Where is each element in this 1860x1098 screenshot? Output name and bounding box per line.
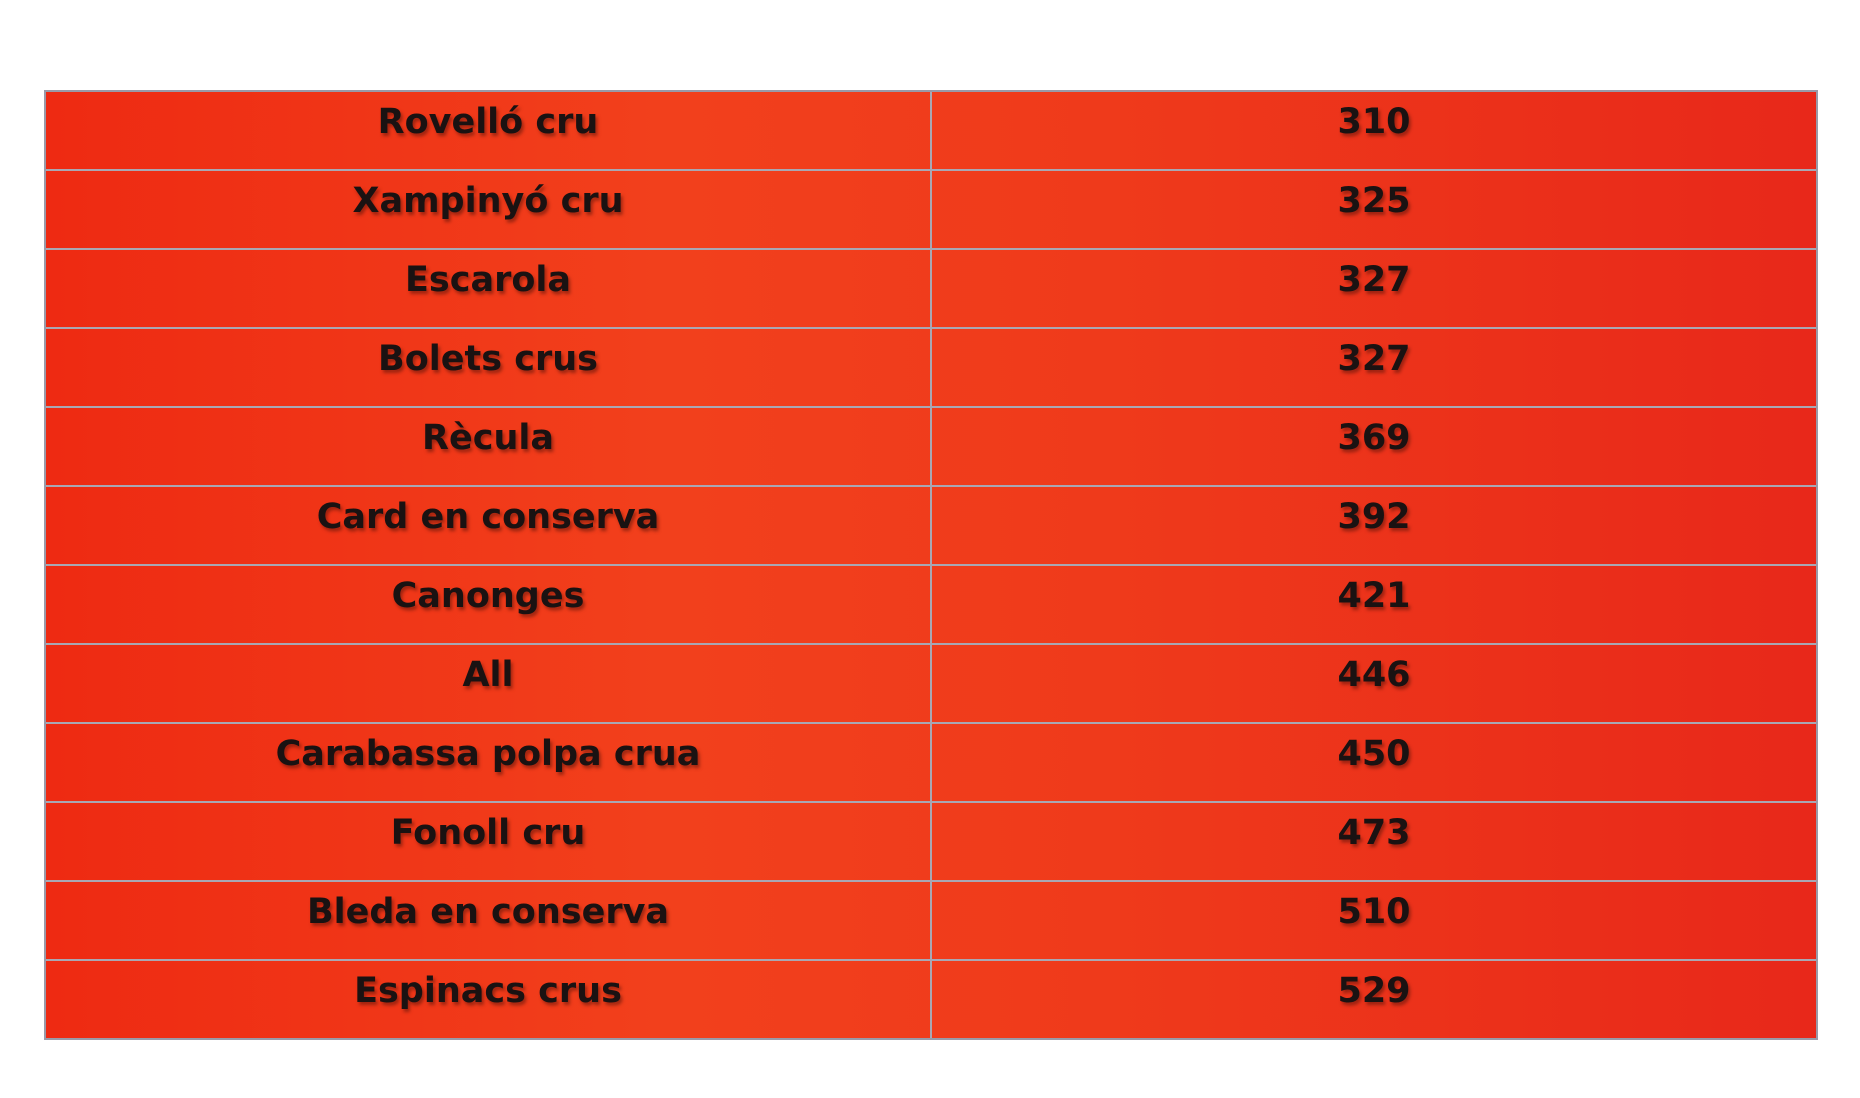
food-name-cell: Xampinyó cru [46, 170, 931, 249]
table-row [46, 249, 1816, 328]
food-name-cell: Bolets crus [46, 328, 931, 407]
table-row [46, 723, 1816, 802]
food-name-cell: Bleda en conserva [46, 881, 931, 960]
food-value-cell: 325 [931, 170, 1816, 249]
table-row [46, 486, 1816, 565]
food-name-cell: Rècula [46, 407, 931, 486]
food-value-cell: 327 [931, 249, 1816, 328]
table-row [46, 565, 1816, 644]
table-row [46, 170, 1816, 249]
food-value-cell: 310 [931, 92, 1816, 170]
food-name-cell: Rovelló cru [46, 92, 931, 170]
food-value-cell: 510 [931, 881, 1816, 960]
table-row [46, 328, 1816, 407]
table-row [46, 92, 1816, 170]
table-row [46, 644, 1816, 723]
table-row [46, 960, 1816, 1038]
food-value-cell: 529 [1337, 971, 1411, 1012]
food-name-cell: Carabassa polpa crua [46, 723, 931, 802]
food-value-cell: 473 [931, 802, 1816, 881]
food-name-cell: Canonges [46, 565, 931, 644]
food-value-cell: 421 [931, 565, 1816, 644]
food-table-container [44, 90, 1818, 1040]
table-row [46, 407, 1816, 486]
table-row [46, 802, 1816, 881]
food-name-cell: Escarola [46, 249, 931, 328]
food-value-cell: 450 [931, 723, 1816, 802]
food-name-cell: Card en conserva [46, 486, 931, 565]
food-value-cell: 369 [931, 407, 1816, 486]
food-name-cell: All [46, 644, 931, 723]
food-value-cell: 327 [931, 328, 1816, 407]
food-value-cell: 392 [931, 486, 1816, 565]
food-name-cell: Fonoll cru [46, 802, 931, 881]
table-row [46, 881, 1816, 960]
food-name-cell: Espinacs crus [46, 960, 931, 1038]
food-value-cell: 446 [931, 644, 1816, 723]
food-table [46, 92, 1816, 1038]
